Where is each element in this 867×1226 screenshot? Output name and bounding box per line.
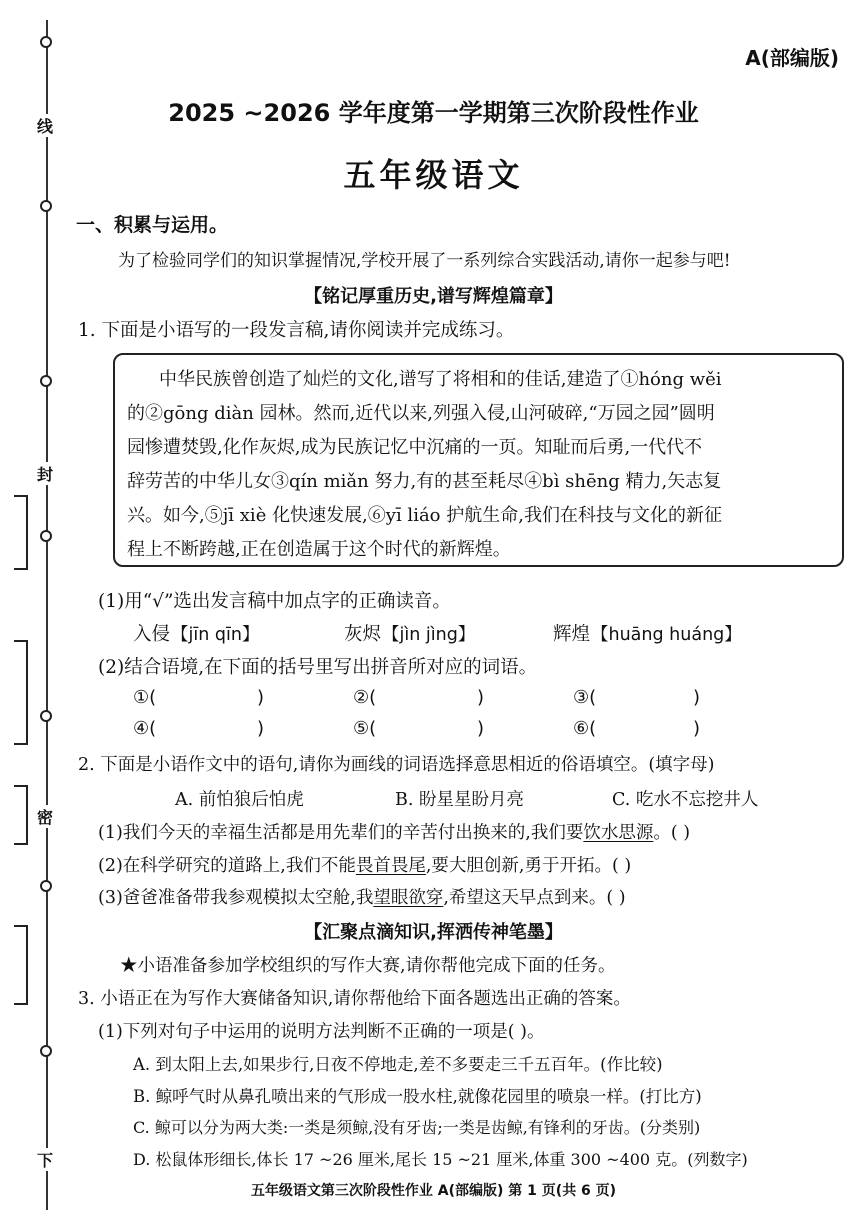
option-b: B. 盼星星盼月亮 [395, 790, 524, 810]
binding-char-xian: 线 [34, 114, 56, 137]
answer-blank-close: ) [693, 718, 701, 739]
option-c: C. 吃水不忘挖井人 [612, 790, 759, 810]
question-1-prompt: 1. 下面是小语写的一段发言稿,请你阅读并完成练习。 [78, 320, 515, 341]
answer-blank-close: ) [477, 687, 485, 708]
answer-blank-close: ) [477, 718, 485, 739]
passage-line: 兴。如今,⑤jī xiè 化快速发展,⑥yī liáo 护航生命,我们在科技与文化的新征 [127, 505, 722, 526]
underlined-phrase: 望眼欲穿 [373, 888, 444, 908]
binding-bracket [14, 785, 28, 845]
choice-word: 灰烬 [344, 624, 382, 645]
question-3-sub1: (1)下列对句子中运用的说明方法判断不正确的一项是( )。 [98, 1022, 545, 1042]
choice-word: 入侵 [133, 624, 171, 645]
answer-blank-open[interactable]: ④( [133, 718, 157, 739]
pinyin-options[interactable]: 【jìn jìng】 [382, 625, 476, 645]
binding-hole [40, 375, 52, 387]
answer-blank-open[interactable]: ①( [133, 687, 157, 708]
binding-bracket [14, 495, 28, 570]
binding-char-feng: 封 [34, 462, 56, 485]
answer-blank-close: ) [693, 687, 701, 708]
question-2-item-2 [98, 852, 631, 877]
binding-char-mi: 密 [34, 805, 56, 828]
answer-option[interactable]: C. 鲸可以分为两大类:一类是须鲸,没有牙齿;一类是齿鲸,有锋利的牙齿。(分类别) [133, 1118, 701, 1137]
answer-blank[interactable]: ,希望这天早点到来。( ) [443, 888, 626, 908]
option-a: A. 前怕狼后怕虎 [175, 790, 304, 810]
answer-blank-open[interactable]: ⑤( [353, 718, 377, 739]
answer-blank-open[interactable]: ⑥( [573, 718, 597, 739]
item-text: (3)爸爸准备带我参观模拟太空舱,我 [98, 888, 374, 908]
passage-box [113, 353, 844, 567]
task-intro: ★小语准备参加学校组织的写作大赛,请你帮他完成下面的任务。 [120, 956, 616, 976]
answer-blank-close: ) [257, 687, 265, 708]
answer-option[interactable]: D. 松鼠体形细长,体长 17 ~26 厘米,尾长 15 ~21 厘米,体重 300 ~400 克。(列数字) [133, 1150, 748, 1169]
binding-hole [40, 1045, 52, 1057]
answer-blank-open[interactable]: ③( [573, 687, 597, 708]
answer-blank[interactable]: 。( ) [653, 823, 691, 843]
binding-hole [40, 36, 52, 48]
question-2-item-1 [98, 819, 690, 844]
theme-heading: 【铭记厚重历史,谱写辉煌篇章】 [304, 286, 563, 307]
pinyin-options[interactable]: 【jīn qīn】 [171, 625, 260, 645]
answer-blank-close: ) [257, 718, 265, 739]
answer-option[interactable]: A. 到太阳上去,如果步行,日夜不停地走,差不多要走三千五百年。(作比较) [133, 1055, 663, 1074]
passage-line: 的②gōng diàn 园林。然而,近代以来,列强入侵,山河破碎,“万园之园”圆明 [127, 403, 715, 424]
subject-title: 五年级语文 [343, 156, 524, 194]
underlined-phrase: 饮水思源 [583, 823, 654, 843]
binding-line [46, 20, 48, 1210]
section-intro: 为了检验同学们的知识掌握情况,学校开展了一系列综合实践活动,请你一起参与吧! [118, 251, 731, 271]
underlined-phrase: 畏首畏尾 [355, 856, 426, 876]
pinyin-options[interactable]: 【huāng huáng】 [591, 625, 742, 645]
question-1-sub2: (2)结合语境,在下面的括号里写出拼音所对应的词语。 [98, 657, 538, 678]
passage-line: 中华民族曾创造了灿烂的文化,谱写了将相和的佳话,建造了①hóng wěi [159, 369, 722, 390]
choice-word: 辉煌 [553, 624, 591, 645]
answer-option[interactable]: B. 鲸呼气时从鼻孔喷出来的气形成一股水柱,就像花园里的喷泉一样。(打比方) [133, 1087, 702, 1106]
passage-line: 辞劳苦的中华儿女③qín miǎn 努力,有的甚至耗尽④bì shēng 精力,矢志复 [127, 471, 722, 492]
binding-hole [40, 880, 52, 892]
question-2-prompt: 2. 下面是小语作文中的语句,请你为画线的词语选择意思相近的俗语填空。(填字母) [78, 755, 715, 775]
item-text: (1)我们今天的幸福生活都是用先辈们的辛苦付出换来的,我们要 [98, 823, 584, 843]
edition-label: A(部编版) [745, 46, 839, 70]
question-3-prompt: 3. 小语正在为写作大赛储备知识,请你帮他给下面各题选出正确的答案。 [78, 989, 631, 1009]
passage-line: 程上不断跨越,正在创造属于这个时代的新辉煌。 [127, 539, 511, 560]
binding-hole [40, 710, 52, 722]
binding-char-xia: 下 [34, 1148, 56, 1171]
answer-blank-open[interactable]: ②( [353, 687, 377, 708]
theme-heading: 【汇聚点滴知识,挥洒传神笔墨】 [304, 922, 563, 943]
question-1-sub1: (1)用“√”选出发言稿中加点字的正确读音。 [98, 591, 451, 612]
answer-blank[interactable]: ,要大胆创新,勇于开拓。( ) [425, 856, 632, 876]
binding-hole [40, 200, 52, 212]
exam-title: 2025 ~2026 学年度第一学期第三次阶段性作业 [168, 99, 699, 127]
binding-hole [40, 530, 52, 542]
question-2-item-3 [98, 884, 626, 909]
item-text: (2)在科学研究的道路上,我们不能 [98, 856, 356, 876]
page-footer: 五年级语文第三次阶段性作业 A(部编版) 第 1 页(共 6 页) [250, 1183, 617, 1199]
passage-line: 园惨遭焚毁,化作灰烬,成为民族记忆中沉痛的一页。知耻而后勇,一代代不 [127, 437, 703, 458]
binding-bracket [14, 640, 28, 745]
section-heading: 一、积累与运用。 [76, 214, 229, 236]
